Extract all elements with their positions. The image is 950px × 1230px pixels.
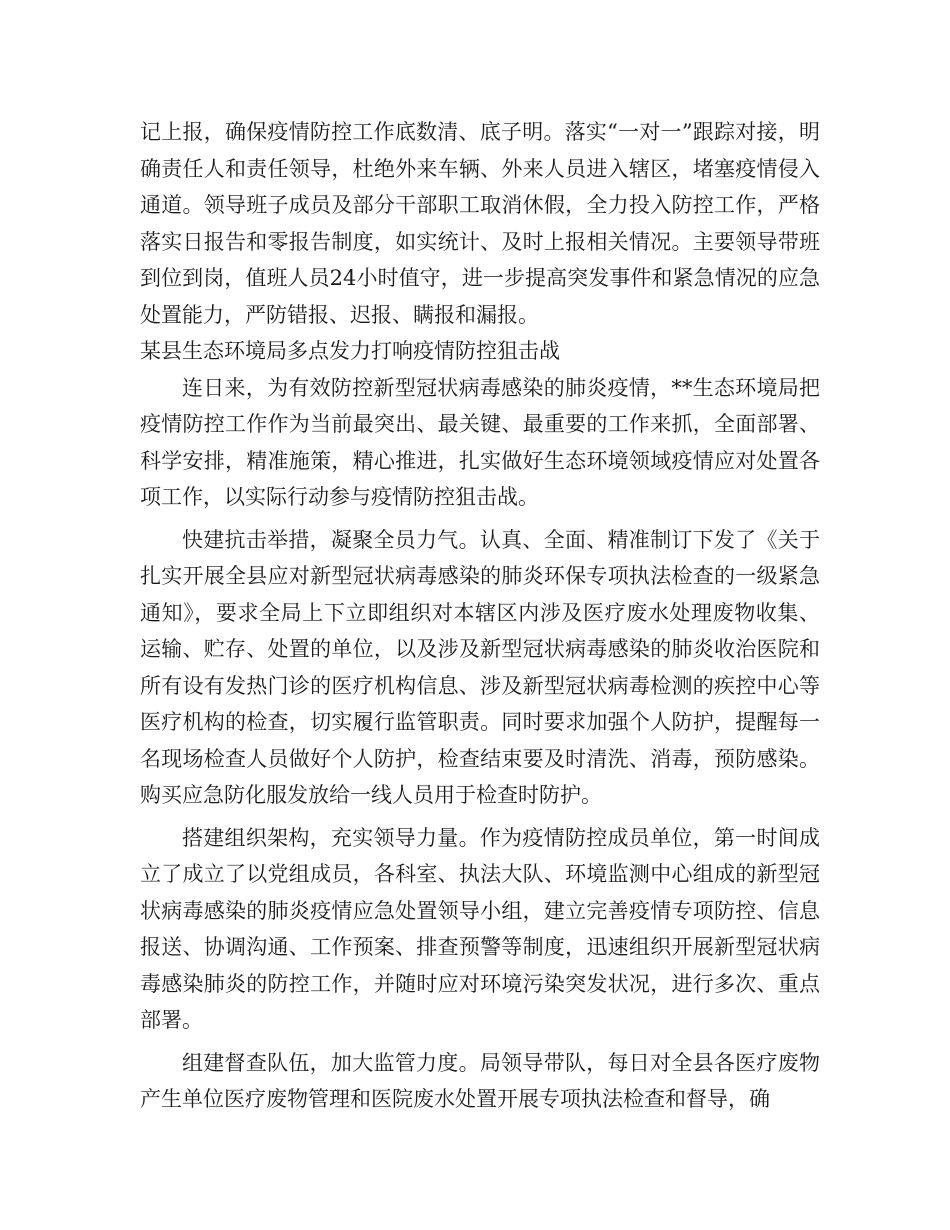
paragraph-organization: 搭建组织架构，充实领导力量。作为疫情防控成员单位，第一时间成立了成立了以党组成员，各科室、执法大队、环境监测中心组成的新型冠状病毒感染的肺炎疫情应急处置领导小组，建立完善疫情专项防控、信息报送、协调沟通、工作预案、排查预警等制度，迅速组织开展新型冠状病毒感染肺炎的防控工作，并随时应对环境污染突发状况，进行多次、重点部署。 bbox=[140, 825, 820, 1032]
paragraph-continuation: 记上报，确保疫情防控工作底数清、底子明。落实“一对一”跟踪对接，明确责任人和责任领导，杜绝外来车辆、外来人员进入辖区，堵塞疫情侵入通道。领导班子成员及部分干部职工取消休假，全力投入防控工作，严格落实日报告和零报告制度，如实统计、及时上报相关情况。主要领导带班到位到岗，值班人员24小时值守，进一步提高突发事件和紧急情况的应急处置能力，严防错报、迟报、瞒报和漏报。 bbox=[140, 120, 820, 327]
paragraph-supervision: 组建督查队伍，加大监管力度。局领导带队，每日对全县各医疗废物产生单位医疗废物管理和医院废水处置开展专项执法检查和督导，确 bbox=[140, 1050, 820, 1111]
document-body bbox=[140, 114, 820, 1118]
article-heading: 某县生态环境局多点发力打响疫情防控狙击战 bbox=[140, 339, 560, 363]
paragraph-measures: 快建抗击举措，凝聚全员力气。认真、全面、精准制订下发了《关于扎实开展全县应对新型冠状病毒感染的肺炎环保专项执法检查的一级紧急通知》，要求全局上下立即组织对本辖区内涉及医疗废水处理废物收集、运输、贮存、处置的单位，以及涉及新型冠状病毒感染的肺炎收治医院和所有设有发热门诊的医疗机构信息、涉及新型冠状病毒检测的疾控中心等医疗机构的检查，切实履行监管职责。同时要求加强个人防护，提醒每一名现场检查人员做好个人防护，检查结束要及时清洗、消毒，预防感染。购买应急防化服发放给一线人员用于检查时防护。 bbox=[140, 527, 820, 807]
paragraph-intro: 连日来，为有效防控新型冠状病毒感染的肺炎疫情，**生态环境局把疫情防控工作作为当前最突出、最关键、最重要的工作来抓，全面部署、科学安排，精准施策，精心推进，扎实做好生态环境领域疫情应对处置各项工作，以实际行动参与疫情防控狙击战。 bbox=[140, 375, 820, 509]
